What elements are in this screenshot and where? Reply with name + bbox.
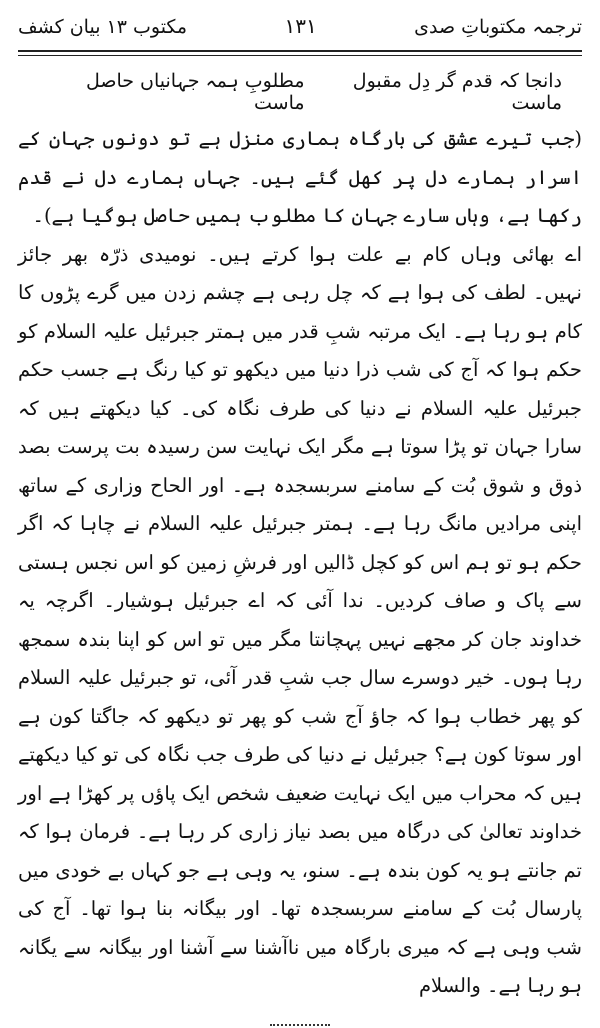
verse-line-1: دانجا کہ قدم گر دِل مقبول ماست [352,70,562,114]
verse-translation: (جب تیرے عشق کی بارگاہ ہماری منزل ہے تو دونوں جہان کے اسرار ہمارے دل پر کھل گئے ہیں۔ جہاں ہمارے دل نے قدم رکھا ہے، وہاں سارے جہان کا مطلوب ہمیں حاصل ہوگیا ہے)۔ [18,127,582,227]
body-text [18,120,582,1006]
page-number: ١٣١ [284,14,317,38]
header-rule [18,50,582,52]
running-header [18,14,582,48]
persian-verse [18,70,582,114]
footer-ornament [270,1024,330,1026]
header-rule-thin [18,55,582,56]
paragraph: اے بھائی وہاں کام بے علت ہوا کرتے ہیں۔ نومیدی ذرّہ بھر جائز نہیں۔ لطف کی ہوا ہے کہ چل رہی ہے چشم زدن میں گرے پڑوں کا کام ہو رہا ہے۔ ایک مرتبہ شبِ قدر میں ہمتر جبرئیل علیہ السلام کو حکم ہوا کہ آج کی شب ذرا دنیا میں دیکھو تو کیا رنگ ہے جسب حکم جبرئیل علیہ السلام نے دنیا کی طرف نگاہ کی۔ کیا دیکھتے ہیں کہ سارا جہان تو پڑا سوتا ہے مگر ایک نہایت سن رسیدہ بت پرست بصد ذوق و شوق بُت کے سامنے سربسجدہ ہے۔ اور الحاح وزاری کے ساتھ اپنی مرادیں مانگ رہا ہے۔ ہمتر جبرئیل علیہ السلام نے چاہا کہ اگر حکم ہو تو ہم اس کو کچل ڈالیں اور فرشِ زمین کو اس نجس ہستی سے پاک و صاف کردیں۔ ندا آئی کہ اے جبرئیل ہوشیار۔ اگرچہ یہ خداوند جان کر مجھے نہیں پہچانتا مگر میں تو اس کو اپنا بندہ سمجھ رہا ہوں۔ خیر دوسرے سال جب شبِ قدر آئی، تو جبرئیل علیہ السلام کو پھر خطاب ہوا کہ جاؤ آج شب کو پھر تو دیکھو کہ جاگتا کون ہے اور سوتا کون ہے؟ جبرئیل نے دنیا کی طرف جب نگاہ کی تو کیا دیکھتے ہیں کہ محراب میں ایک نہایت ضعیف شخص ایک پاؤں پر کھڑا ہے اور خداوند تعالیٰ کی درگاہ میں بصد نیاز زاری کر رہا ہے۔ فرمان ہوا کہ تم جانتے ہو یہ کون بندہ ہے۔ سنو، یہ وہی ہے جو کہاں بے خودی میں پارسال بُت کے سامنے سربسجدہ تھا۔ اور بیگانہ بنا ہوا تھا۔ آج کی شب وہی ہے کہ میری بارگاہ میں ناآشنا سے آشنا اور بیگانہ سے یگانہ ہو رہا ہے۔ والسلام [18,242,582,997]
letter-info: مکتوب ۱۳ بیان کشف [18,16,188,38]
book-title: ترجمہ مکتوباتِ صدی [414,16,582,38]
verse-line-2: مطلوبِ ہمہ جہانیاں حاصل ماست [85,70,305,114]
